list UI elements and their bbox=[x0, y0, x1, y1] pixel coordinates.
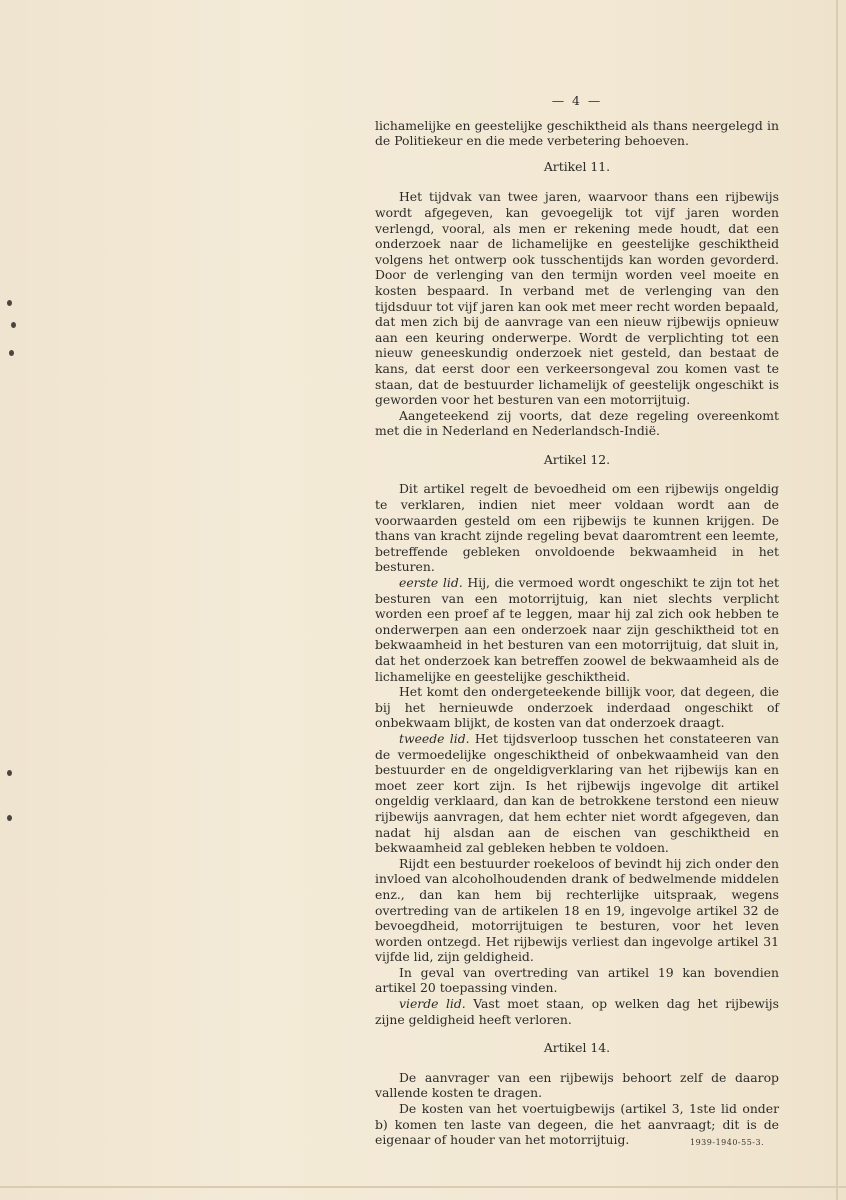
document-code: 1939-1940-55-3. bbox=[690, 1138, 765, 1147]
page-number: — 4 — bbox=[551, 93, 603, 108]
page-edge-right bbox=[836, 0, 838, 1200]
paragraph-text: Het tijdsverloop tusschen het constateeren van de vermoedelijke ongeschiktheid of onbekwaamheid van den bestuurder en de ongeldigverklaring van het rijbewijs kan en moet zeer kort zijn. Is het rijbewijs ingevolge dit artikel ongeldig verklaard, dan kan de betrokkene terstond een nieuw rijbewijs aanvragen, dat hem echter niet wordt afgegeven, dan nadat hij alsdan aan de eischen van geschiktheid en bekwaamheid zal gebleken hebben te voldoen. bbox=[375, 730, 779, 856]
paragraph-text: Vast moet staan, op welken dag het rijbewijs zijne geldigheid heeft verloren. bbox=[375, 996, 779, 1027]
article-14-paragraph-2: De kosten van het voertuigbewijs (artikel 3, 1ste lid onder b) komen ten laste van degeen, die het aanvraagt; dit is de eigenaar of houder van het motorrijtuig. bbox=[375, 1101, 779, 1148]
intro-paragraph: lichamelijke en geestelijke geschiktheid als thans neergelegd in de Politiekeur en die mede verbetering behoeven. bbox=[375, 117, 779, 149]
article-12-heading: Artikel 12. bbox=[543, 451, 611, 467]
page-edge-bottom bbox=[0, 1186, 846, 1188]
paragraph-text: Hij, die vermoed wordt ongeschikt te zijn tot het besturen van een motorrijtuig, kan niet slechts verplicht worden een proef af te leggen, maar hij zal zich ook hebben te onderwerpen aan een onderzoek naar zijn geschiktheid tot en bekwaamheid in het besturen van een motorrijtuig, dat sluit in, dat het onderzoek kan betreffen zoowel de bekwaamheid als de lichamelijke en geestelijke geschiktheid. bbox=[375, 575, 779, 684]
article-12-paragraph-5: Rijdt een bestuurder roekeloos of bevindt hij zich onder den invloed van alcoholhoudenden drank of bedwelmende middelen enz., dan kan hem bij rechterlijke uitspraak, wegens overtreding van de artikelen 18 en 19, ingevolge artikel 32 de bevoegdheid, motorrijtuigen te besturen, voor het leven worden ontzegd. Het rijbewijs verliest dan ingevolge artikel 31 vijfde lid, zijn geldigheid. bbox=[375, 855, 779, 965]
article-11-paragraph-2: Aangeteekend zij voorts, dat deze regeling overeenkomt met die in Nederland en Nederlandsch-Indië. bbox=[375, 407, 779, 439]
article-12-paragraph-vierde-lid bbox=[375, 996, 779, 1027]
punch-hole bbox=[7, 815, 12, 821]
article-12-paragraph-6: In geval van overtreding van artikel 19 kan bovendien artikel 20 toepassing vinden. bbox=[375, 964, 779, 996]
article-12-paragraph-eerste-lid bbox=[375, 575, 779, 684]
article-12-paragraph-1: Dit artikel regelt de bevoedheid om een rijbewijs ongeldig te verklaren, indien niet meer voldaan wordt aan de voorwaarden gesteld om een rijbewijs te kunnen krijgen. De thans van kracht zijnde regeling bevat daaromtrent een leemte, betreffende gebleken onvoldoende bekwaamheid in het besturen. bbox=[375, 481, 779, 575]
article-12-paragraph-tweede-lid bbox=[375, 731, 779, 856]
subsection-label-vierde-lid: vierde lid. bbox=[399, 996, 466, 1012]
text-column bbox=[375, 93, 779, 1148]
article-11-heading: Artikel 11. bbox=[543, 158, 611, 174]
punch-hole bbox=[7, 770, 12, 776]
subsection-label-eerste-lid: eerste lid. bbox=[399, 575, 463, 591]
article-14-heading: Artikel 14. bbox=[543, 1040, 611, 1056]
article-11-paragraph-1: Het tijdvak van twee jaren, waarvoor thans een rijbewijs wordt afgegeven, kan gevoegelijk tot vijf jaren worden verlengd, vooral, als men er rekening mede houdt, dat een onderzoek naar de lichamelijke en geestelijke geschiktheid volgens het ontwerp ook tusschentijds kan worden gevorderd. Door de verlenging van den termijn worden veel moeite en kosten bespaard. In verband met de verlenging van den tijdsduur tot vijf jaren kan ook met meer recht worden bepaald, dat men zich bij de aanvrage van een nieuw rijbewijs opnieuw aan een keuring onderwerpe. Wordt de verplichting tot een nieuw geneeskundig onderzoek niet gesteld, dan bestaat de kans, dat eerst door een verkeersongeval zou komen vast te staan, dat de bestuurder lichamelijk of geestelijk ongeschikt is geworden voor het besturen van een motorrijtuig. bbox=[375, 189, 779, 408]
punch-hole bbox=[9, 350, 14, 356]
punch-hole bbox=[11, 322, 16, 328]
article-14-paragraph-1: De aanvrager van een rijbewijs behoort zelf de daarop vallende kosten te dragen. bbox=[375, 1069, 779, 1101]
article-12-paragraph-3: Het komt den ondergeteekende billijk voor, dat degeen, die bij het hernieuwde onderzoek inderdaad ongeschikt of onbekwaam blijkt, de kosten van dat onderzoek draagt. bbox=[375, 684, 779, 731]
punch-hole bbox=[7, 300, 12, 306]
subsection-label-tweede-lid: tweede lid. bbox=[399, 730, 470, 746]
